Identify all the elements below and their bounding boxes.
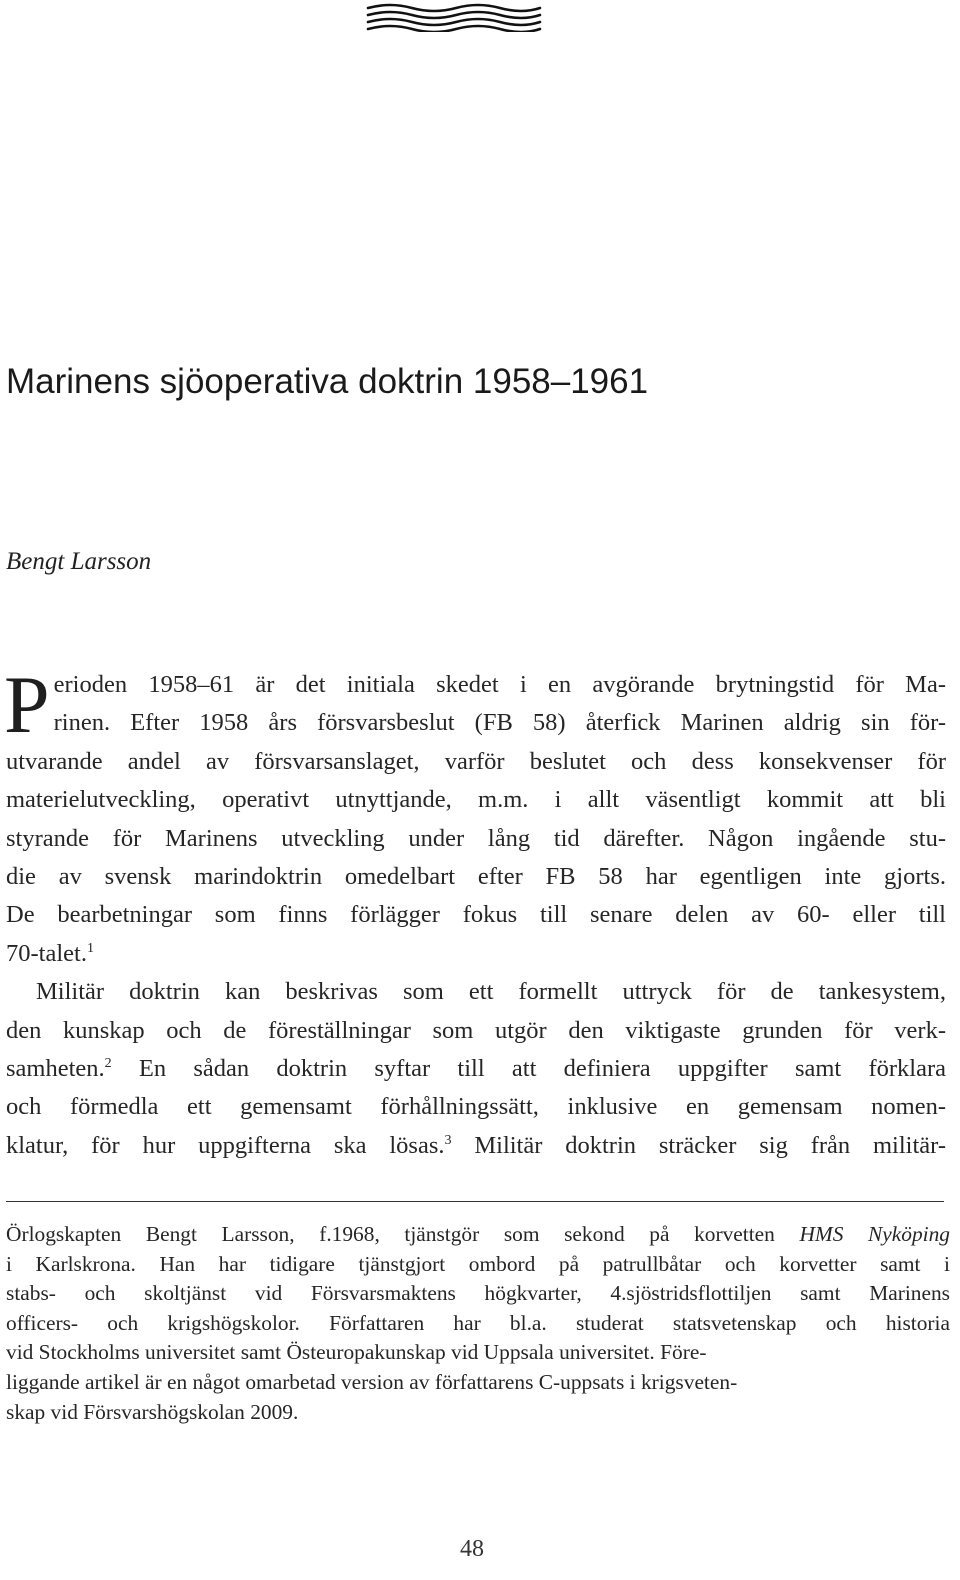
paragraph-2	[6, 973, 946, 1165]
ship-name: HMS Nyköping	[799, 1222, 950, 1246]
paragraph-1	[4, 659, 946, 973]
page-number: 48	[460, 1536, 484, 1562]
body-text: samheten.	[6, 1055, 105, 1083]
body-line: Militär doktrin kan beskrivas som ett formellt uttryck för de tankesystem,	[36, 978, 946, 1006]
body-line: materielutveckling, operativt utnyttjande, m.m. i allt väsentligt kommit att bli	[6, 786, 946, 814]
author-footnote	[6, 1220, 950, 1427]
body-line: den kunskap och de föreställningar som utgör den viktigaste grunden för verk-	[6, 1016, 946, 1044]
footnote-line	[6, 1220, 950, 1250]
body-line: erioden 1958–61 är det initiala skedet i en avgörande brytningstid för Ma-	[53, 671, 946, 698]
footnote-ref: 3	[444, 1132, 452, 1148]
drop-cap: P	[4, 659, 50, 750]
body-line: rinen. Efter 1958 års försvarsbeslut (FB 58) återfick Marinen aldrig sin för-	[53, 709, 946, 737]
footnote-line: vid Stockholms universitet samt Östeuropakunskap vid Uppsala universitet. Före-	[6, 1340, 707, 1365]
body-text: klatur, för hur uppgifterna ska lösas.	[6, 1131, 445, 1159]
footnote-line: stabs- och skoltjänst vid Försvarsmaktens högkvarter, 4.sjöstridsflottiljen samt Marinens	[6, 1281, 950, 1306]
footnote-divider	[6, 1201, 944, 1202]
body-line: styrande för Marinens utveckling under lång tid därefter. Någon ingående stu-	[6, 824, 946, 852]
body-line	[6, 935, 946, 973]
article-author: Bengt Larsson	[6, 548, 152, 575]
footnote-line: liggande artikel är en något omarbetad version av författarens C-uppsats i krigsveten-	[6, 1369, 738, 1394]
body-text: 70-talet.	[6, 939, 87, 967]
footnote-ref: 2	[104, 1056, 112, 1072]
footnote-line: i Karlskrona. Han har tidigare tjänstgjort ombord på patrullbåtar och korvetter samt i	[6, 1251, 950, 1276]
body-line: die av svensk marindoktrin omedelbart efter FB 58 har egentligen inte gjorts.	[6, 863, 946, 891]
wave-lines-icon	[366, 2, 542, 32]
footnote-text: Örlogskapten Bengt Larsson, f.1968, tjänstgör som sekond på korvetten	[6, 1222, 800, 1246]
footnote-line: officers- och krigshögskolor. Författaren har bl.a. studerat statsvetenskap och historia	[6, 1310, 950, 1335]
body-text: En sådan doktrin syftar till att definiera uppgifter samt förklara	[111, 1055, 946, 1083]
body-line: utvarande andel av försvarsanslaget, varför beslutet och dess konsekvenser för	[6, 747, 946, 775]
body-line: De bearbetningar som finns förlägger fokus till senare delen av 60- eller till	[6, 901, 946, 929]
body-text: Militär doktrin sträcker sig från militär-	[451, 1131, 946, 1159]
body-line: och förmedla ett gemensamt förhållningssätt, inklusive en gemensam nomen-	[6, 1093, 946, 1121]
body-line	[6, 1127, 946, 1165]
body-line	[6, 1050, 946, 1088]
article-title: Marinens sjöoperativa doktrin 1958–1961	[6, 362, 649, 401]
footnote-line: skap vid Försvarshögskolan 2009.	[6, 1399, 299, 1424]
article-body	[4, 659, 946, 1165]
footnote-ref: 1	[86, 940, 94, 956]
